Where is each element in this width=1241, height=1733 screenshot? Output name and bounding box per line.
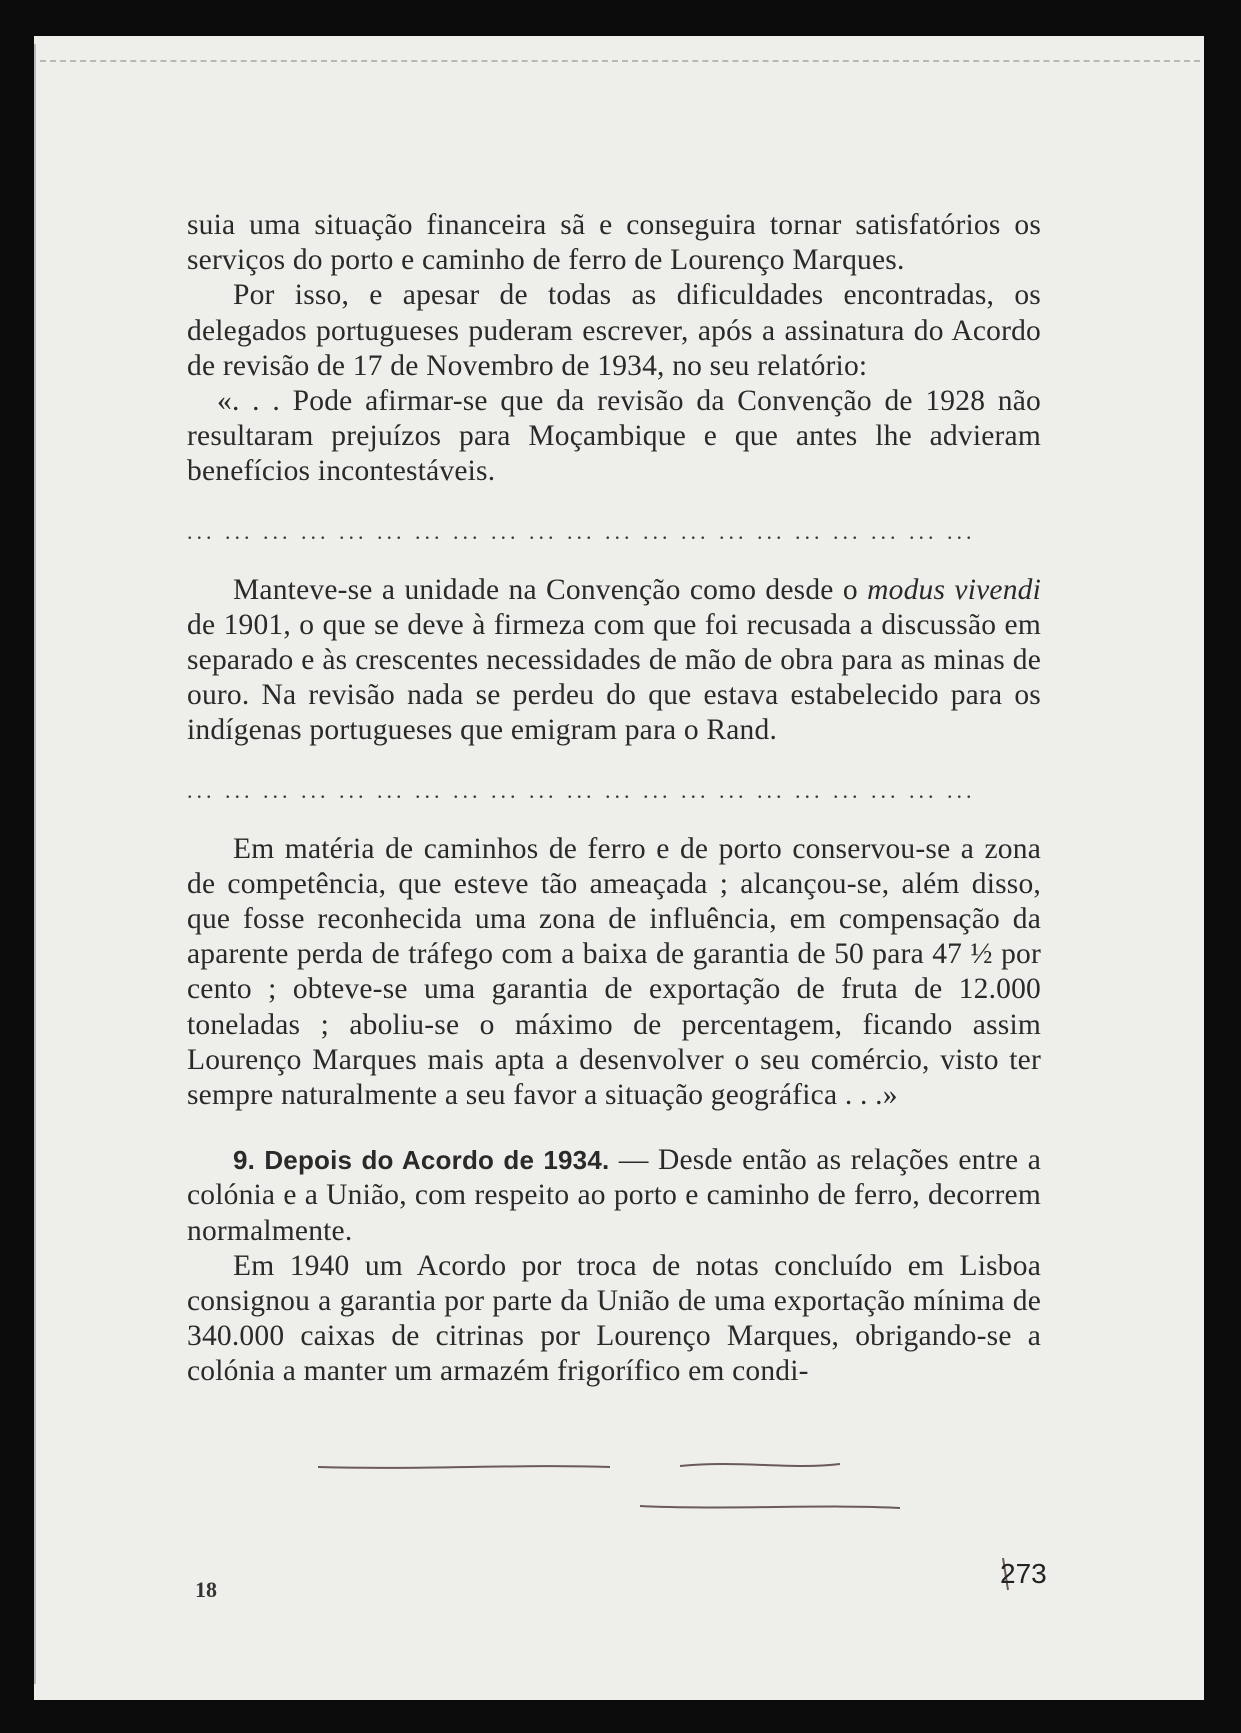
- top-edge-mark: [40, 60, 1200, 62]
- footer-signature-mark: 18: [195, 1577, 217, 1602]
- quote-paragraph-2: [187, 573, 1041, 749]
- paragraph-final: Em 1940 um Acordo por troca de notas concluído em Lisboa consignou a garantia por parte da União de uma exportação mínima de 340.000 caixas de citrinas por Lourenço Marques, obrigando-se a colónia a manter um armazém frigorífico em condi-: [187, 1249, 1041, 1388]
- body-text: [187, 208, 1041, 1390]
- section-9-text: — Desde então as relações entre a colónia e a União, com respeito ao porto e caminho de ferro, decorrem normalmente.: [187, 1144, 1042, 1247]
- section-9-paragraph: [187, 1143, 1041, 1249]
- page-edge-line: [34, 44, 36, 1684]
- modus-vivendi-italic: modus vivendi: [867, 573, 1041, 606]
- quote-paragraph-1: «. . . Pode afirmar-se que da revisão da Convenção de 1928 não resultaram prejuízos para Moçambique e que antes lhe advieram benefícios incontestáveis.: [187, 385, 1041, 488]
- quote-paragraph-3: Em matéria de caminhos de ferro e de porto conservou-se a zona de competência, que esteve tão ameaçada ; alcançou-se, além disso, que fosse reconhecida uma zona de influência, em compensação da aparente perda de tráfego com a baixa de garantia de 50 para 47 ½ por cento ; obteve-se uma garantia de exportação de fruta de 12.000 toneladas ; aboliu-se o máximo de percentagem, ficando assim Lourenço Marques mais apta a desenvolver o seu comércio, visto ter sempre naturalmente a seu favor a situação geográfica . . .»: [187, 832, 1041, 1112]
- ellipsis-row-2: ... ... ... ... ... ... ... ... ... ... ... ... ... ... ... ... ... ... ... ... ...: [187, 777, 976, 803]
- ellipsis-row-1: ... ... ... ... ... ... ... ... ... ... ... ... ... ... ... ... ... ... ... ... ...: [187, 518, 976, 544]
- paragraph-2: Por isso, e apesar de todas as dificuldades encontradas, os delegados portugueses puderam escrever, após a assinatura do Acordo de revisão de 17 de Novembro de 1934, no seu relatório:: [187, 279, 1041, 382]
- section-heading: 9. Depois do Acordo de 1934.: [233, 1145, 610, 1176]
- paragraph-4-start: Manteve-se a unidade na Convenção como desde o: [233, 573, 868, 606]
- paragraph-1: suia uma situação financeira sã e conseguira tornar satisfatórios os serviços do porto e caminho de ferro de Lourenço Marques.: [187, 209, 1041, 277]
- page-number: 273: [1000, 1558, 1047, 1589]
- paragraph-4-rest: de 1901, o que se deve à firmeza com que foi recusada a discussão em separado e às crescentes necessidades de mão de obra para as minas de ouro. Na revisão nada se perdeu do que estava estabelecido para os indígenas portugueses que emigram para o Rand.: [187, 608, 1041, 747]
